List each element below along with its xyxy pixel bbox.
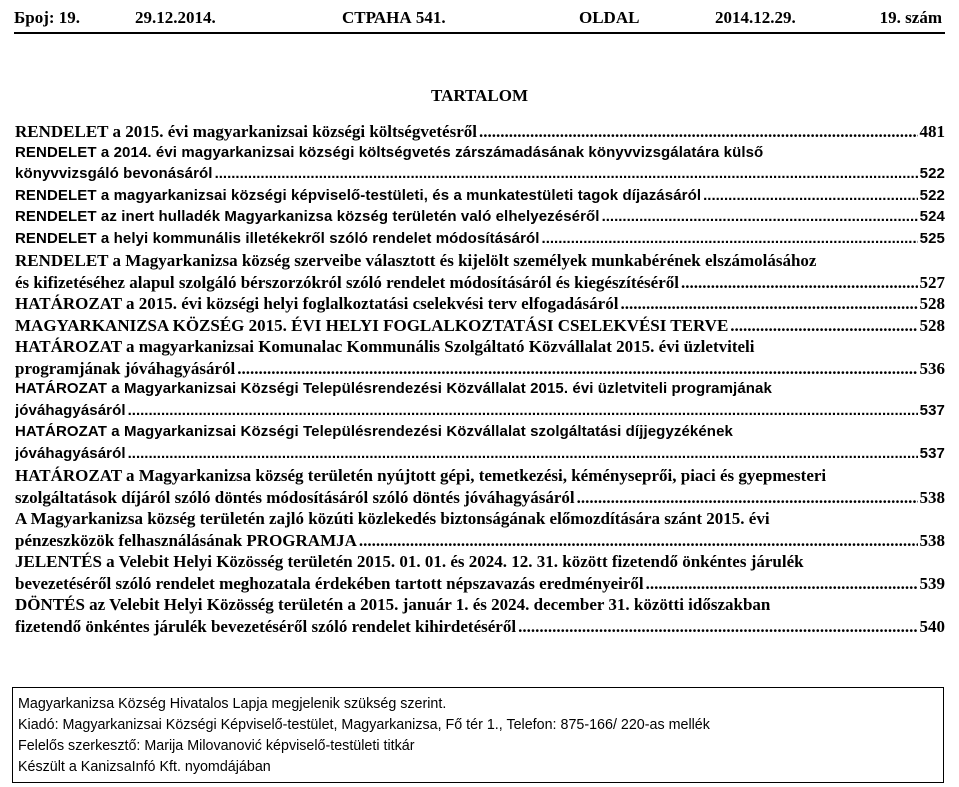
toc-entry-text: MAGYARKANIZSA KÖZSÉG 2015. ÉVI HELYI FOGLALKOZTATÁSI CSELEKVÉSI TERVE	[15, 315, 729, 335]
toc-entry-text: A Magyarkanizsa község területén zajló közúti közlekedés biztonságának előmozdítására szánt 2015. évi	[15, 509, 770, 528]
toc-entry-text: RENDELET a 2014. évi magyarkanizsai községi költségvetés zárszámadásának könyvvizsgálatára külső	[15, 143, 764, 161]
toc-entry-text: RENDELET a magyarkanizsai községi képviselő-testületi, és a munkatestületi tagok díjazásáról	[15, 186, 702, 204]
toc-page-number: 525	[919, 229, 945, 247]
toc-entry-text: RENDELET a 2015. évi magyarkanizsai községi költségvetésről	[15, 122, 477, 141]
toc-entry[interactable]	[15, 423, 945, 466]
toc-page-number: 538	[919, 487, 945, 507]
toc-leader-dots	[237, 359, 917, 379]
toc-entry-text: HATÁROZAT a 2015. évi községi helyi foglalkoztatási cselekvési terv elfogadásáról	[15, 294, 619, 313]
toc-page-number: 528	[919, 294, 945, 313]
date-hu: 2014.12.29.	[715, 8, 796, 27]
imprint-line-publication: Magyarkanizsa Község Hivatalos Lapja megjelenik szükség szerint.	[18, 696, 447, 712]
issue-number-hu: 19. szám	[879, 8, 942, 27]
toc-entry[interactable]	[15, 251, 945, 294]
toc-leader-dots	[128, 445, 918, 462]
toc-entry[interactable]	[15, 509, 945, 552]
toc-entry-text: HATÁROZAT a Magyarkanizsai Községi Településrendezési Közvállalat szolgáltatási díjjegyzékének	[15, 423, 733, 440]
toc-entry-text: HATÁROZAT a magyarkanizsai Komunalac Kommunális Szolgáltató Közvállalat 2015. évi üzletviteli	[15, 337, 755, 356]
toc-page-number: 537	[919, 444, 945, 462]
toc-entry-text: HATÁROZAT a Magyarkanizsai Községi Településrendezési Közvállalat 2015. évi üzletviteli programjának	[15, 380, 772, 397]
toc-leader-dots	[577, 488, 918, 508]
toc-entry[interactable]	[15, 122, 945, 144]
toc-entry[interactable]	[15, 187, 945, 209]
toc-leader-dots	[646, 574, 918, 594]
toc-leader-dots	[681, 273, 918, 293]
toc-leader-dots	[620, 294, 917, 314]
toc-entry[interactable]	[15, 144, 945, 187]
toc-page-number: 537	[919, 401, 945, 419]
toc-page-number: 536	[919, 358, 945, 378]
toc-leader-dots	[730, 316, 917, 336]
toc-page-number: 528	[919, 315, 945, 335]
toc-leader-dots	[128, 402, 918, 419]
toc-leader-dots	[518, 617, 917, 637]
page-label-hu: OLDAL	[579, 8, 640, 27]
toc-entry-text: HATÁROZAT a Magyarkanizsa község területén nyújtott gépi, temetkezési, kéményseprői, piaci és gyepmesteri	[15, 466, 827, 485]
toc-page-number: 540	[919, 616, 945, 636]
toc-entry-text: szolgáltatások díjáról szóló döntés módosításáról szóló döntés jóváhagyásáról	[15, 487, 575, 507]
toc-page-number: 539	[919, 573, 945, 593]
toc-entry-text: RENDELET az inert hulladék Magyarkanizsa község területén való elhelyezéséről	[15, 208, 600, 225]
page-header	[14, 8, 945, 34]
toc-entry-text: bevezetéséről szóló rendelet meghozatala érdekében tartott népszavazás eredményeiről	[15, 573, 644, 593]
toc-entry-text: jóváhagyásáról	[15, 444, 126, 462]
toc-entry-text: jóváhagyásáról	[15, 401, 126, 419]
toc-title: TARTALOM	[431, 86, 528, 105]
toc-leader-dots	[215, 165, 918, 182]
toc-leader-dots	[479, 122, 918, 142]
toc-entry-text: programjának jóváhagyásáról	[15, 358, 236, 378]
toc-entry[interactable]	[15, 230, 945, 252]
toc-page-number: 524	[919, 208, 945, 225]
date-sr: 29.12.2014.	[135, 8, 216, 27]
toc-entry-text: fizetendő önkéntes járulék bevezetéséről szóló rendelet kihirdetéséről	[15, 616, 517, 636]
toc-entry[interactable]	[15, 466, 945, 509]
toc-entry[interactable]	[15, 294, 945, 316]
toc-entry-text: és kifizetéséhez alapul szolgáló bérszorzókról szóló rendelet módosításáról és kiegészítéséről	[15, 272, 679, 292]
toc-entry[interactable]	[15, 595, 945, 638]
toc-entry-text: RENDELET a Magyarkanizsa község szerveibe választott és kijelölt személyek munkabérének elszámolásához	[15, 251, 817, 270]
toc-entry-text: könyvvizsgáló bevonásáról	[15, 165, 213, 182]
toc-entry[interactable]	[15, 552, 945, 595]
toc-entry[interactable]	[15, 208, 945, 230]
imprint-line-publisher: Kiadó: Magyarkanizsai Községi Képviselő-testület, Magyarkanizsa, Fő tér 1., Telefon: 875-166/ 220-as mellék	[18, 717, 710, 733]
imprint-line-editor: Felelős szerkesztő: Marija Milovanović képviselő-testületi titkár	[18, 738, 415, 754]
imprint-box	[12, 687, 944, 783]
toc-entry-text: DÖNTÉS az Velebit Helyi Közösség területén a 2015. január 1. és 2024. december 31. közötti időszakban	[15, 595, 771, 614]
issue-number-sr: Број: 19.	[14, 8, 81, 27]
toc-page-number: 538	[919, 530, 945, 550]
toc-entry[interactable]	[15, 380, 945, 423]
toc-page-number: 522	[919, 165, 945, 182]
toc-entry[interactable]	[15, 316, 945, 338]
toc-leader-dots	[542, 230, 918, 247]
toc-page-number: 522	[919, 186, 945, 204]
page-number-sr: СТРАНА 541.	[342, 8, 446, 27]
toc-leader-dots	[703, 187, 918, 204]
toc-leader-dots	[359, 531, 918, 551]
toc-entry-text: RENDELET a helyi kommunális illetékekről szóló rendelet módosításáról	[15, 229, 540, 247]
toc-page-number: 481	[919, 122, 945, 141]
toc-entry-text: JELENTÉS a Velebit Helyi Közösség területén 2015. 01. 01. és 2024. 12. 31. között fizetendő önkéntes járulék	[15, 552, 804, 571]
toc-entry[interactable]	[15, 337, 945, 380]
toc-page-number: 527	[919, 272, 945, 292]
toc-entry-text: pénzeszközök felhasználásának PROGRAMJA	[15, 530, 357, 550]
imprint-line-printer: Készült a KanizsaInfó Kft. nyomdájában	[18, 759, 271, 775]
toc-leader-dots	[602, 208, 918, 225]
table-of-contents	[15, 122, 945, 638]
